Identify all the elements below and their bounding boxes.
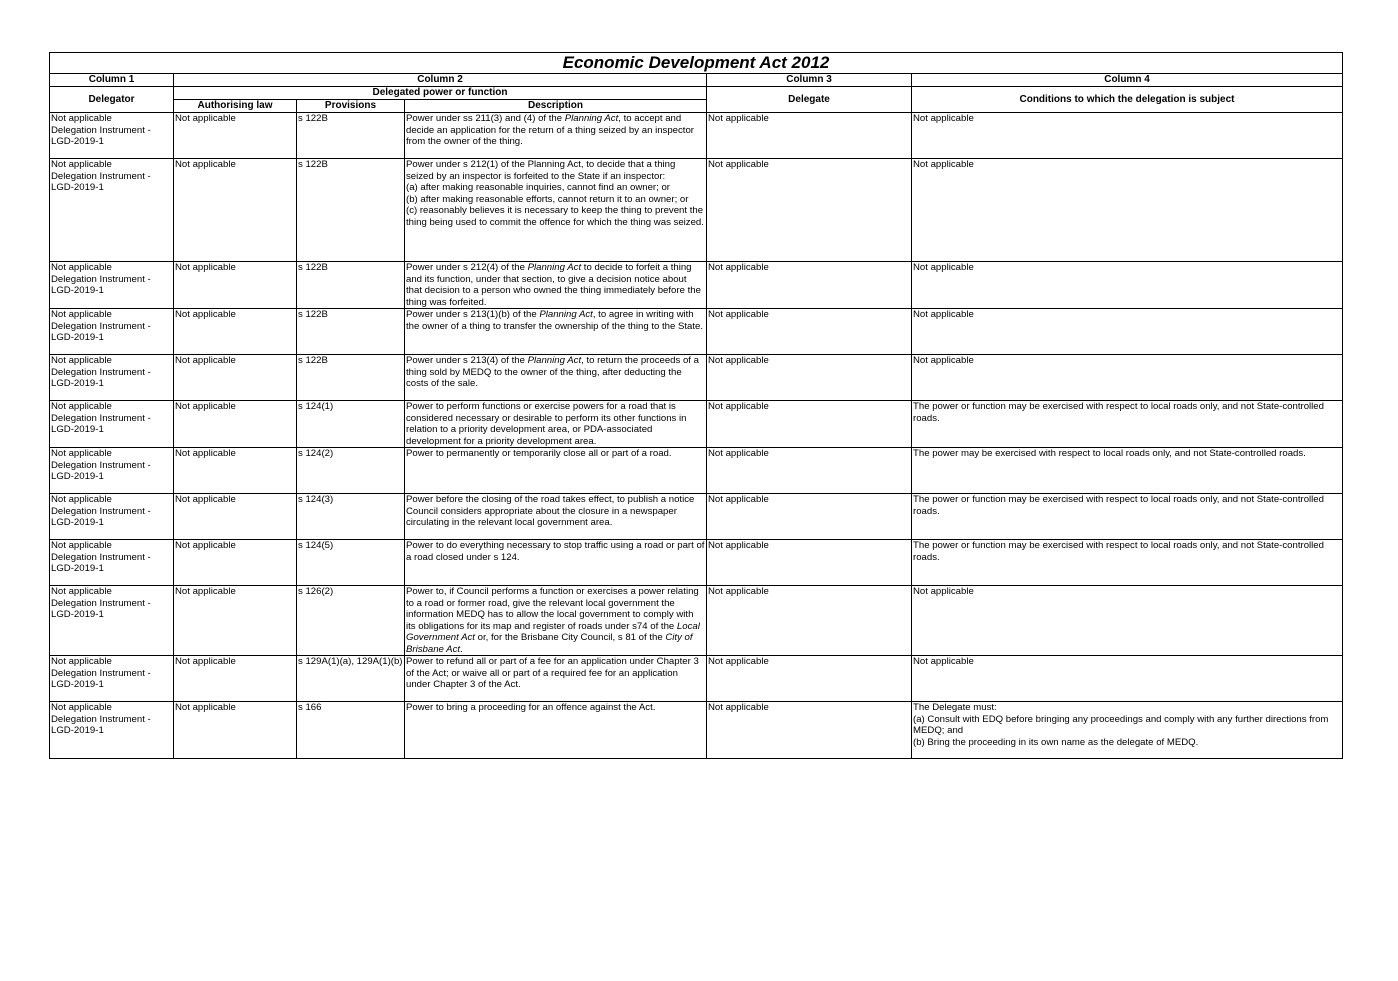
delegate-cell: Not applicable — [707, 586, 912, 656]
delegator-line: Delegation Instrument - LGD-2019-1 — [51, 505, 151, 528]
description-text: to decide to forfeit a thing and its function, under that section, to give a decision notice about that decision to a person who owned the thing immediately before the thing was forfeited. — [406, 262, 701, 308]
delegator-line: Not applicable — [51, 586, 112, 597]
description-line: (a) after making reasonable inquiries, cannot find an owner; or — [406, 182, 670, 193]
table-title: Economic Development Act 2012 — [50, 53, 1343, 74]
header-column-3: Column 3 — [707, 74, 912, 87]
delegator-line: Delegation Instrument - LGD-2019-1 — [51, 713, 151, 736]
delegate-cell: Not applicable — [707, 309, 912, 355]
delegator-line: Not applicable — [51, 448, 112, 459]
delegator-line: Delegation Instrument - LGD-2019-1 — [51, 170, 151, 193]
table-row — [50, 540, 1343, 586]
description-text: or, for the Brisbane City Council, s 81 of the — [474, 632, 666, 643]
authorising-law-cell: Not applicable — [174, 262, 297, 309]
description-cell — [405, 448, 707, 494]
delegator-line: Not applicable — [51, 494, 112, 505]
condition-line: (a) Consult with EDQ before bringing any proceedings and comply with any further directions from MEDQ; and — [913, 713, 1329, 736]
description-act-name: Planning Act — [539, 309, 593, 320]
delegator-cell — [50, 586, 174, 656]
description-text: Power to refund all or part of a fee for an application under Chapter 3 of the Act; or waive all or part of a required fee for an application under Chapter 3 of the Act. — [406, 656, 699, 690]
authorising-law-cell: Not applicable — [174, 355, 297, 401]
description-cell — [405, 262, 707, 309]
description-cell — [405, 401, 707, 448]
description-text: , to return the proceeds of a thing sold by MEDQ to the owner of the thing, after deducting the costs of the sale. — [406, 355, 699, 389]
description-text: Power before the closing of the road takes effect, to publish a notice Council considers appropriate about the closure in a newspaper circulating in the relevant local government area. — [406, 494, 695, 528]
authorising-law-cell: Not applicable — [174, 494, 297, 540]
delegator-cell — [50, 540, 174, 586]
description-text: , to agree in writing with the owner of a thing to transfer the ownership of the thing to the State. — [406, 309, 704, 332]
description-line: Power under s 212(1) of the Planning Act, to decide that a thing seized by an inspector is forfeited to the State if an inspector: — [406, 159, 676, 182]
table-row — [50, 113, 1343, 159]
table-body — [50, 113, 1343, 759]
condition-line: Not applicable — [913, 355, 974, 366]
description-cell — [405, 702, 707, 759]
conditions-cell — [912, 586, 1343, 656]
authorising-law-cell: Not applicable — [174, 540, 297, 586]
conditions-cell — [912, 494, 1343, 540]
delegator-line: Not applicable — [51, 702, 112, 713]
delegate-cell: Not applicable — [707, 448, 912, 494]
description-text: Power to permanently or temporarily close all or part of a road. — [406, 448, 672, 459]
conditions-cell — [912, 540, 1343, 586]
description-act-name: Planning Act — [527, 262, 582, 273]
description-cell — [405, 355, 707, 401]
description-act-name: City of Brisbane Act — [406, 632, 693, 655]
delegator-cell — [50, 113, 174, 159]
header-column-2: Column 2 — [174, 74, 707, 87]
delegator-line: Delegation Instrument - LGD-2019-1 — [51, 366, 151, 389]
provisions-cell: s 124(5) — [297, 540, 405, 586]
description-cell — [405, 656, 707, 702]
delegator-cell — [50, 494, 174, 540]
description-line: (b) after making reasonable efforts, cannot return it to an owner; or — [406, 193, 689, 205]
provisions-cell: s 122B — [297, 159, 405, 262]
provisions-cell: s 122B — [297, 113, 405, 159]
condition-line: Not applicable — [913, 159, 974, 170]
delegator-cell — [50, 702, 174, 759]
authorising-law-cell: Not applicable — [174, 702, 297, 759]
header-delegated-power: Delegated power or function — [174, 87, 707, 100]
delegator-cell — [50, 448, 174, 494]
delegate-cell: Not applicable — [707, 159, 912, 262]
delegator-line: Not applicable — [51, 656, 112, 667]
header-column-4: Column 4 — [912, 74, 1343, 87]
description-text: Power to perform functions or exercise powers for a road that is considered necessary or desirable to perform its other functions in relation to a priority development area, or PDA-associated development for a priority development area. — [406, 401, 687, 447]
conditions-cell — [912, 355, 1343, 401]
authorising-law-cell: Not applicable — [174, 401, 297, 448]
condition-line: The power or function may be exercised with respect to local roads only, and not State-controlled roads. — [913, 540, 1324, 563]
description-text: Power under s 213(4) of the — [406, 355, 528, 366]
delegator-line: Delegation Instrument - LGD-2019-1 — [51, 273, 151, 296]
delegator-cell — [50, 159, 174, 262]
condition-line: (b) Bring the proceeding in its own name as the delegate of MEDQ. — [913, 736, 1199, 748]
provisions-cell: s 126(2) — [297, 586, 405, 656]
conditions-cell — [912, 262, 1343, 309]
description-cell — [405, 309, 707, 355]
header-authorising-law: Authorising law — [174, 100, 297, 113]
delegate-cell: Not applicable — [707, 262, 912, 309]
header-delegator: Delegator — [50, 87, 174, 113]
delegation-table — [49, 52, 1343, 759]
table-row — [50, 309, 1343, 355]
description-cell — [405, 113, 707, 159]
condition-line: The Delegate must: — [913, 702, 997, 713]
delegator-line: Not applicable — [51, 401, 112, 412]
provisions-cell: s 129A(1)(a), 129A(1)(b) — [297, 656, 405, 702]
table-row — [50, 159, 1343, 262]
header-description: Description — [405, 100, 707, 113]
conditions-cell — [912, 656, 1343, 702]
condition-line: Not applicable — [913, 586, 974, 597]
delegator-line: Not applicable — [51, 113, 112, 124]
delegate-cell: Not applicable — [707, 540, 912, 586]
table-row — [50, 586, 1343, 656]
delegator-cell — [50, 262, 174, 309]
delegate-cell: Not applicable — [707, 702, 912, 759]
delegate-cell: Not applicable — [707, 494, 912, 540]
provisions-cell: s 166 — [297, 702, 405, 759]
authorising-law-cell: Not applicable — [174, 448, 297, 494]
condition-line: The power may be exercised with respect to local roads only, and not State-controlled roads. — [913, 448, 1306, 459]
description-cell — [405, 586, 707, 656]
provisions-cell: s 122B — [297, 262, 405, 309]
delegator-line: Delegation Instrument - LGD-2019-1 — [51, 667, 151, 690]
provisions-cell: s 122B — [297, 309, 405, 355]
description-cell — [405, 540, 707, 586]
description-text: Power under s 213(1)(b) of the — [406, 309, 540, 320]
table-row — [50, 656, 1343, 702]
delegate-cell: Not applicable — [707, 355, 912, 401]
description-cell — [405, 494, 707, 540]
description-act-name: Planning Act — [527, 355, 582, 366]
delegator-line: Not applicable — [51, 309, 112, 320]
delegator-line: Delegation Instrument - LGD-2019-1 — [51, 597, 151, 620]
table-row — [50, 401, 1343, 448]
description-text: Power under s 212(4) of the — [406, 262, 528, 273]
conditions-cell — [912, 448, 1343, 494]
description-line: (c) reasonably believes it is necessary to keep the thing to prevent the thing being used to commit the offence for which the thing was seized. — [406, 205, 704, 228]
conditions-cell — [912, 159, 1343, 262]
description-text: Power to do everything necessary to stop traffic using a road or part of a road closed under s 124. — [406, 540, 705, 563]
description-text: Power to, if Council performs a function or exercises a power relating to a road or former road, give the relevant local government the information MEDQ has to allow the local government to comply with its obligations for its map and register of roads under s74 of the — [406, 586, 699, 632]
header-column-1: Column 1 — [50, 74, 174, 87]
delegator-cell — [50, 401, 174, 448]
description-text: , to accept and decide an application for the return of a thing seized by an inspector from the owner of the thing. — [406, 113, 694, 147]
delegator-line: Not applicable — [51, 159, 112, 170]
description-act-name: Local Government Act — [406, 620, 700, 643]
authorising-law-cell: Not applicable — [174, 586, 297, 656]
table-row — [50, 355, 1343, 401]
authorising-law-cell: Not applicable — [174, 656, 297, 702]
table-row — [50, 494, 1343, 540]
conditions-cell — [912, 309, 1343, 355]
delegate-cell: Not applicable — [707, 113, 912, 159]
conditions-cell — [912, 702, 1343, 759]
delegator-line: Delegation Instrument - LGD-2019-1 — [51, 551, 151, 574]
delegate-cell: Not applicable — [707, 656, 912, 702]
header-conditions: Conditions to which the delegation is subject — [912, 87, 1343, 113]
provisions-cell: s 124(3) — [297, 494, 405, 540]
delegator-line: Delegation Instrument - LGD-2019-1 — [51, 124, 151, 147]
delegator-cell — [50, 309, 174, 355]
delegator-cell — [50, 355, 174, 401]
condition-line: Not applicable — [913, 113, 974, 124]
table-row — [50, 448, 1343, 494]
authorising-law-cell: Not applicable — [174, 113, 297, 159]
table-row — [50, 262, 1343, 309]
conditions-cell — [912, 113, 1343, 159]
table-row — [50, 702, 1343, 759]
delegator-line: Delegation Instrument - LGD-2019-1 — [51, 459, 151, 482]
header-provisions: Provisions — [297, 100, 405, 113]
description-text: Power to bring a proceeding for an offence against the Act. — [406, 702, 656, 713]
description-text: . — [460, 643, 463, 655]
delegator-line: Delegation Instrument - LGD-2019-1 — [51, 412, 151, 435]
delegator-cell — [50, 656, 174, 702]
delegator-line: Not applicable — [51, 540, 112, 551]
description-act-name: Planning Act — [564, 113, 619, 124]
delegate-cell: Not applicable — [707, 401, 912, 448]
condition-line: Not applicable — [913, 656, 974, 667]
delegator-line: Not applicable — [51, 262, 112, 273]
provisions-cell: s 122B — [297, 355, 405, 401]
condition-line: The power or function may be exercised with respect to local roads only, and not State-controlled roads. — [913, 401, 1324, 424]
condition-line: Not applicable — [913, 262, 974, 273]
provisions-cell: s 124(2) — [297, 448, 405, 494]
description-text: Power under ss 211(3) and (4) of the — [406, 113, 565, 124]
condition-line: The power or function may be exercised with respect to local roads only, and not State-controlled roads. — [913, 494, 1324, 517]
delegator-line: Delegation Instrument - LGD-2019-1 — [51, 320, 151, 343]
provisions-cell: s 124(1) — [297, 401, 405, 448]
header-delegate: Delegate — [707, 87, 912, 113]
description-cell — [405, 159, 707, 262]
authorising-law-cell: Not applicable — [174, 309, 297, 355]
condition-line: Not applicable — [913, 309, 974, 320]
authorising-law-cell: Not applicable — [174, 159, 297, 262]
conditions-cell — [912, 401, 1343, 448]
delegator-line: Not applicable — [51, 355, 112, 366]
